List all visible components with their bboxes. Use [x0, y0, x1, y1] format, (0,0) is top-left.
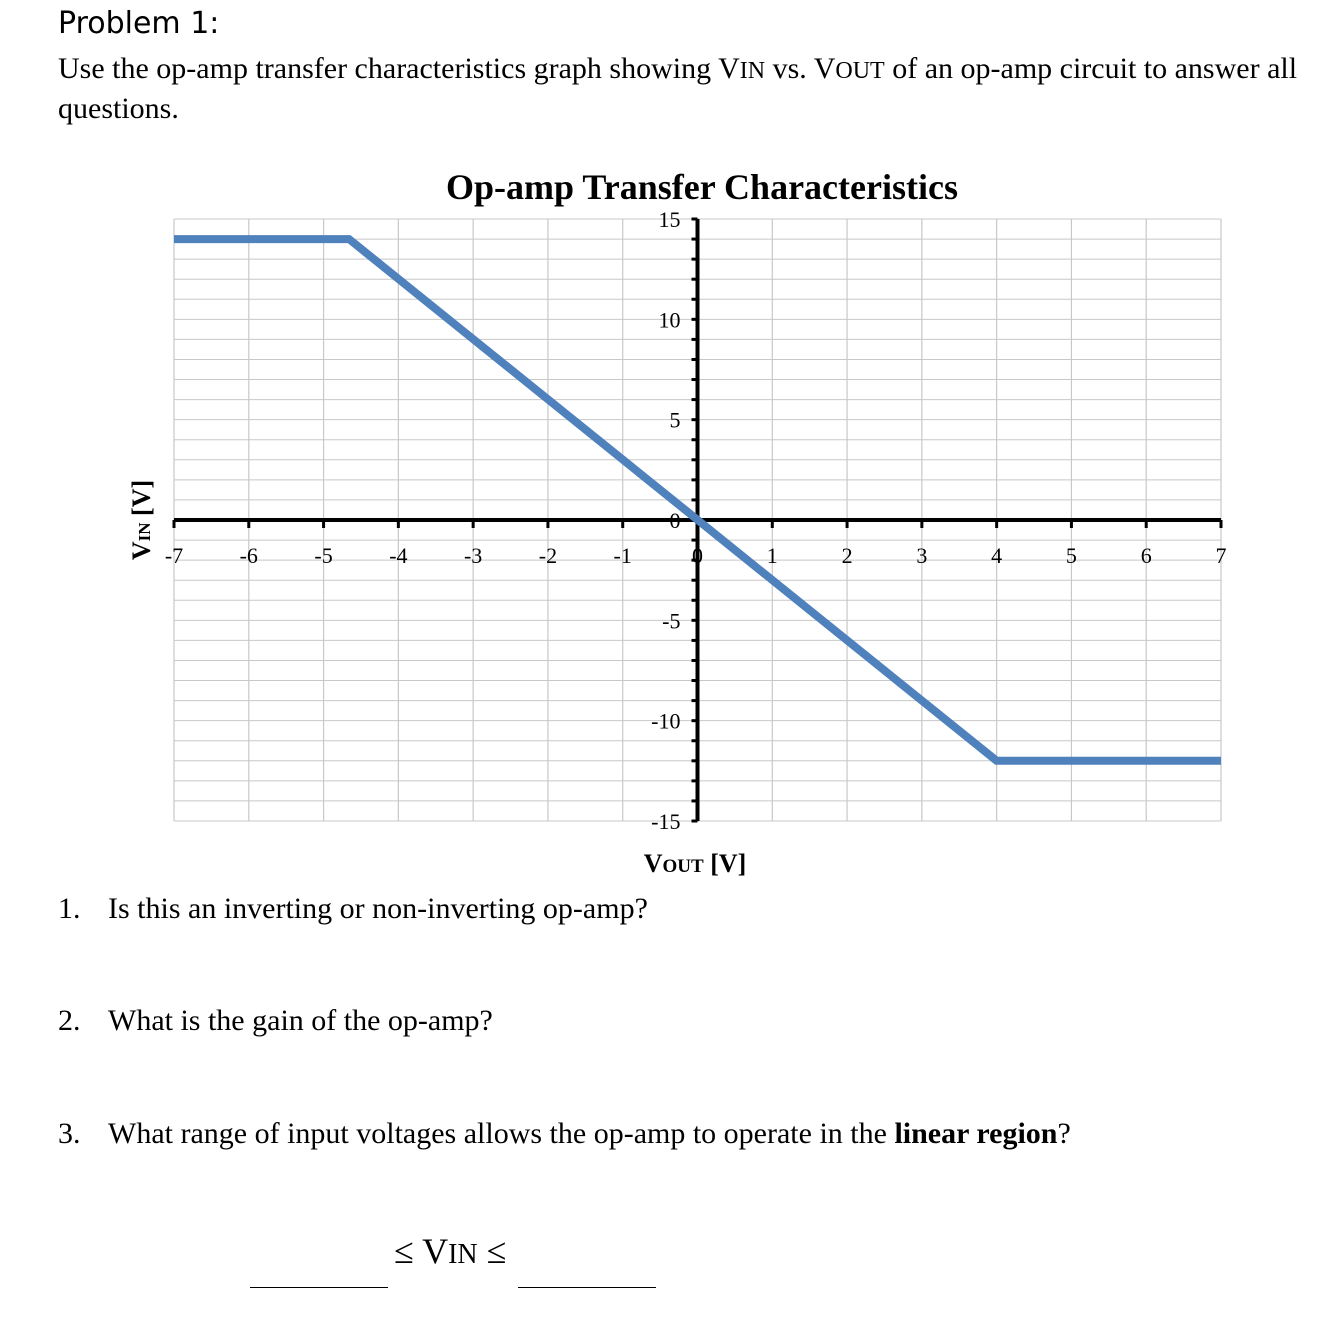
x-tick-label: -2 — [538, 543, 558, 568]
x-tick-label: -1 — [613, 543, 632, 568]
y-tick-label: 0 — [669, 508, 681, 533]
x-tick-labels — [165, 543, 1227, 568]
question-1: 1. Is this an inverting or non-inverting op-amp? — [58, 892, 648, 925]
y-axis-label: VIN [V] — [127, 479, 156, 561]
x-tick-label: 7 — [1215, 543, 1227, 568]
intro-text-2: of an op-amp circuit to answer all questions. — [58, 52, 1298, 125]
x-tick-label: 6 — [1140, 543, 1152, 568]
y-tick-label: -15 — [651, 809, 681, 834]
x-tick-label: 3 — [916, 543, 928, 568]
intro-text-1: Use the op-amp transfer characteristics graph showing — [58, 52, 719, 85]
intro-vin: VIN — [718, 52, 766, 85]
y-tick-label: 10 — [658, 307, 681, 333]
x-tick-label: -4 — [389, 543, 408, 568]
x-tick-label: -6 — [239, 543, 258, 568]
y-tick-label: -5 — [662, 608, 681, 634]
x-tick-label: -5 — [314, 543, 333, 568]
x-tick-label: 0 — [692, 543, 703, 568]
x-tick-label: 2 — [841, 543, 853, 568]
x-tick-label: 4 — [991, 543, 1003, 568]
x-tick-label: 5 — [1065, 543, 1077, 568]
y-tick-label: 15 — [658, 207, 681, 232]
transfer-chart — [0, 150, 1320, 880]
x-tick-label: -3 — [463, 543, 483, 568]
answer-blank-lower[interactable] — [250, 1287, 388, 1288]
intro-vs: vs. — [765, 52, 814, 85]
y-tick-label: -10 — [651, 708, 681, 734]
chart-title: Op-amp Transfer Characteristics — [446, 167, 958, 207]
answer-range-label: ≤ VIN ≤ — [394, 1231, 507, 1271]
question-3: 3. What range of input voltages allows the op-amp to operate in the linear region? — [58, 1117, 1071, 1150]
x-axis-label: VOUT [V] — [643, 849, 747, 878]
x-tick-label: 1 — [766, 543, 778, 568]
question-2: 2. What is the gain of the op-amp? — [58, 1004, 493, 1037]
answer-blank-upper[interactable] — [518, 1287, 656, 1288]
y-tick-label: 5 — [669, 407, 681, 433]
x-tick-label: -7 — [164, 543, 184, 568]
problem-intro — [58, 50, 1298, 128]
intro-vout: VOUT — [813, 52, 885, 85]
problem-title: Problem 1: — [58, 6, 220, 41]
